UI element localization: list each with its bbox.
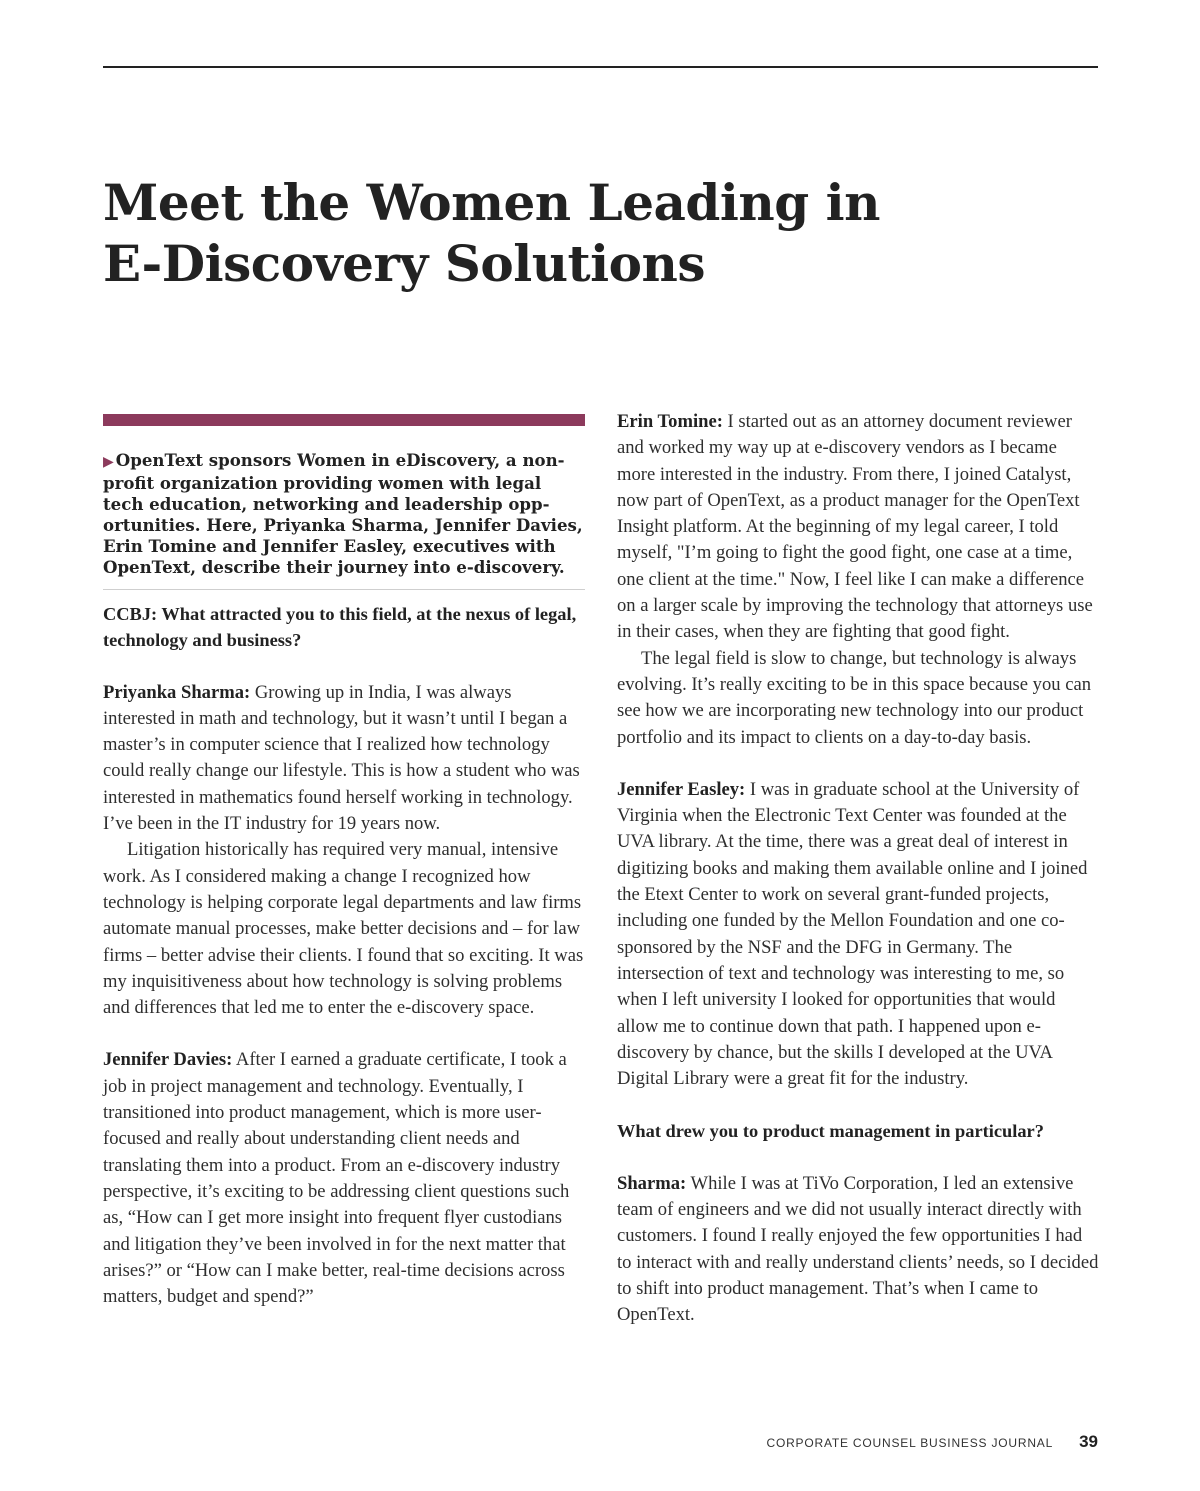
page-number: 39 — [1079, 1432, 1098, 1451]
speaker-label: Sharma: — [617, 1172, 687, 1194]
speaker-label: Jennifer Easley: — [617, 778, 746, 800]
top-rule — [103, 66, 1098, 68]
tomine-answer-continued: The legal field is slow to change, but technology is always evolving. It’s really exciting to be in this space because you can see how we are incorporating new technology into our product portfolio and its impact to clients on a day-to-day basis. — [617, 647, 1091, 748]
speaker-label: Erin Tomine: — [617, 411, 723, 432]
tomine-answer — [617, 409, 1099, 646]
page-footer — [766, 1432, 1098, 1452]
sharma-answer-1 — [103, 680, 585, 838]
answer-text: I started out as an attorney document reviewer and worked my way up at e-discovery vendors as I became more interested in the industry. From there, I joined Catalyst, now part of OpenText, as a product manager for the OpenText Insight platform. At the beginning of my legal career, I told myself, "I’m going to fight the good fight, one case at a time, one client at the time." Now, I feel like I can make a difference on a larger scale by improving the technology that attorneys use in their cases, when they are fighting that good fight. — [617, 411, 1093, 643]
sharma-answer-1-continued: Litigation historically has required very manual, intensive work. As I considered making a change I recognized how technology is helping corporate legal departments and law firms automate manual processes, make better decisions and – for law firms – better advise their clients. I found that so exciting. It was my inquisitiveness about how technology is solving problems and differences that led me to enter the e-discovery space. — [103, 839, 584, 1019]
question-2: What drew you to product management in particular? — [617, 1121, 1044, 1142]
davies-answer — [103, 1047, 585, 1310]
journal-name: CORPORATE COUNSEL BUSINESS JOURNAL — [766, 1436, 1054, 1450]
question-1: CCBJ: What attracted you to this field, at the nexus of legal, technology and business? — [103, 604, 577, 651]
answer-text: I was in graduate school at the University of Virginia when the Electronic Text Center was founded at the UVA library. At the time, there was a great deal of interest in digitizing books and making them available online and I joined the Etext Center to work on several grant-funded projects, including one funded by the Mellon Foundation and one co-sponsored by the NSF and the DFG in Germany. The intersection of text and technology was interesting to me, so when I left university I looked for opportunities that would allow me to continue down that path. I happened upon e-discovery by chance, but the skills I developed at the UVA Digital Library were a great fit for the industry. — [617, 778, 1088, 1090]
answer-text: While I was at TiVo Corporation, I led an extensive team of engineers and we did not usually interact directly with customers. I found I really enjoyed the few opportunities I had to interact with and really understand clients’ needs, so I decided to shift into product management. That’s when I came to OpenText. — [617, 1172, 1099, 1326]
title-line-2: E-Discovery Solutions — [103, 234, 705, 293]
easley-answer — [617, 777, 1099, 1093]
intro-text: OpenText sponsors Women in eDiscovery, a non-profit organization providing women with legal tech education, networking and leadership opportunities. Here, Priyanka Sharma, Jennifer Davies, Erin Tomine and Jennifer Easley, executives with OpenText, describe their journey into e-discovery. — [103, 450, 583, 577]
article-title — [103, 172, 1003, 294]
intro-divider — [103, 589, 585, 590]
answer-text: Growing up in India, I was always interested in math and technology, but it wasn’t until I began a master’s in computer science that I realized how technology could really change our lifestyle. This is how a student who was interested in mathematics found herself working in technology. I’ve been in the IT industry for 19 years now. — [103, 681, 580, 835]
title-line-1: Meet the Women Leading in — [103, 173, 880, 232]
right-column — [617, 409, 1099, 1329]
left-column — [103, 414, 585, 1310]
speaker-label: Priyanka Sharma: — [103, 681, 251, 703]
speaker-label: Jennifer Davies: — [103, 1049, 233, 1071]
play-arrow-icon: ▶ — [103, 454, 114, 470]
intro-accent-bar — [103, 414, 585, 426]
intro-paragraph — [103, 450, 585, 578]
sharma-answer-2 — [617, 1171, 1099, 1329]
answer-text: After I earned a graduate certificate, I took a job in project management and technology. Eventually, I transitioned into product management, which is more user-focused and really about understanding client needs and translating them into a product. From an e-discovery industry perspective, it’s exciting to be addressing client questions such as, “How can I get more insight into frequent flyer custodians and litigation they’ve been involved in for the next matter that arises?” or “How can I make better, real-time decisions across matters, budget and spend?” — [103, 1049, 570, 1308]
